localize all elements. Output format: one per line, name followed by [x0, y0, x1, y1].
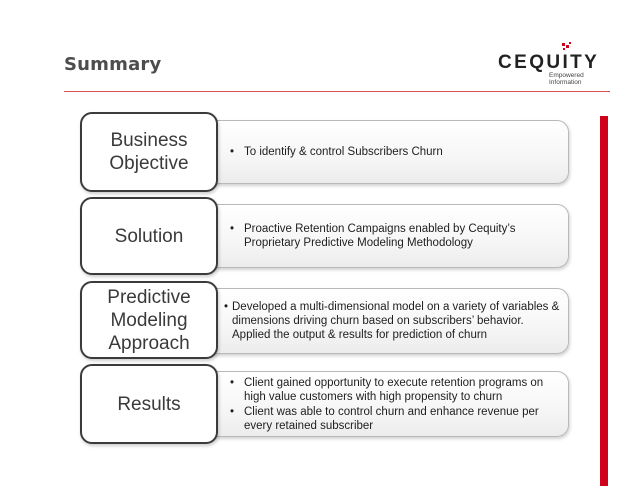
summary-row-business-objective	[80, 112, 570, 192]
row-label: Solution	[80, 197, 218, 275]
bullet-list	[230, 375, 560, 434]
logo-tagline: Empowered Information	[549, 72, 584, 86]
row-label: Business Objective	[80, 112, 218, 192]
bullet-list	[224, 299, 560, 343]
bullet-item: • Client gained opportunity to execute retention programs on high value customers with high propensity to churn	[230, 376, 560, 404]
bullet-list	[230, 221, 560, 251]
bullet-item: • Proactive Retention Campaigns enabled by Cequity’s Proprietary Predictive Modeling Methodology	[230, 222, 560, 250]
accent-bar	[600, 116, 608, 486]
company-logo	[498, 42, 610, 86]
logo-wordmark: CEQUITY	[498, 52, 600, 73]
row-label: Results	[80, 364, 218, 444]
page-title: Summary	[64, 54, 162, 75]
header-divider	[64, 91, 610, 92]
summary-row-approach	[80, 281, 570, 359]
bullet-item: • To identify & control Subscribers Churn	[230, 145, 443, 159]
summary-row-results	[80, 364, 570, 444]
row-content	[195, 204, 569, 268]
row-content	[195, 288, 569, 354]
row-content	[195, 371, 569, 437]
row-label: Predictive Modeling Approach	[80, 281, 218, 359]
summary-row-solution	[80, 197, 570, 275]
bullet-list	[230, 144, 443, 160]
row-content	[195, 120, 569, 184]
bullet-item: • Developed a multi-dimensional model on a variety of variables & dimensions driving churn based on subscribers’ behavior. Applied the output & results for prediction of churn	[224, 300, 560, 342]
bullet-item: • Client was able to control churn and enhance revenue per every retained subscriber	[230, 405, 560, 433]
